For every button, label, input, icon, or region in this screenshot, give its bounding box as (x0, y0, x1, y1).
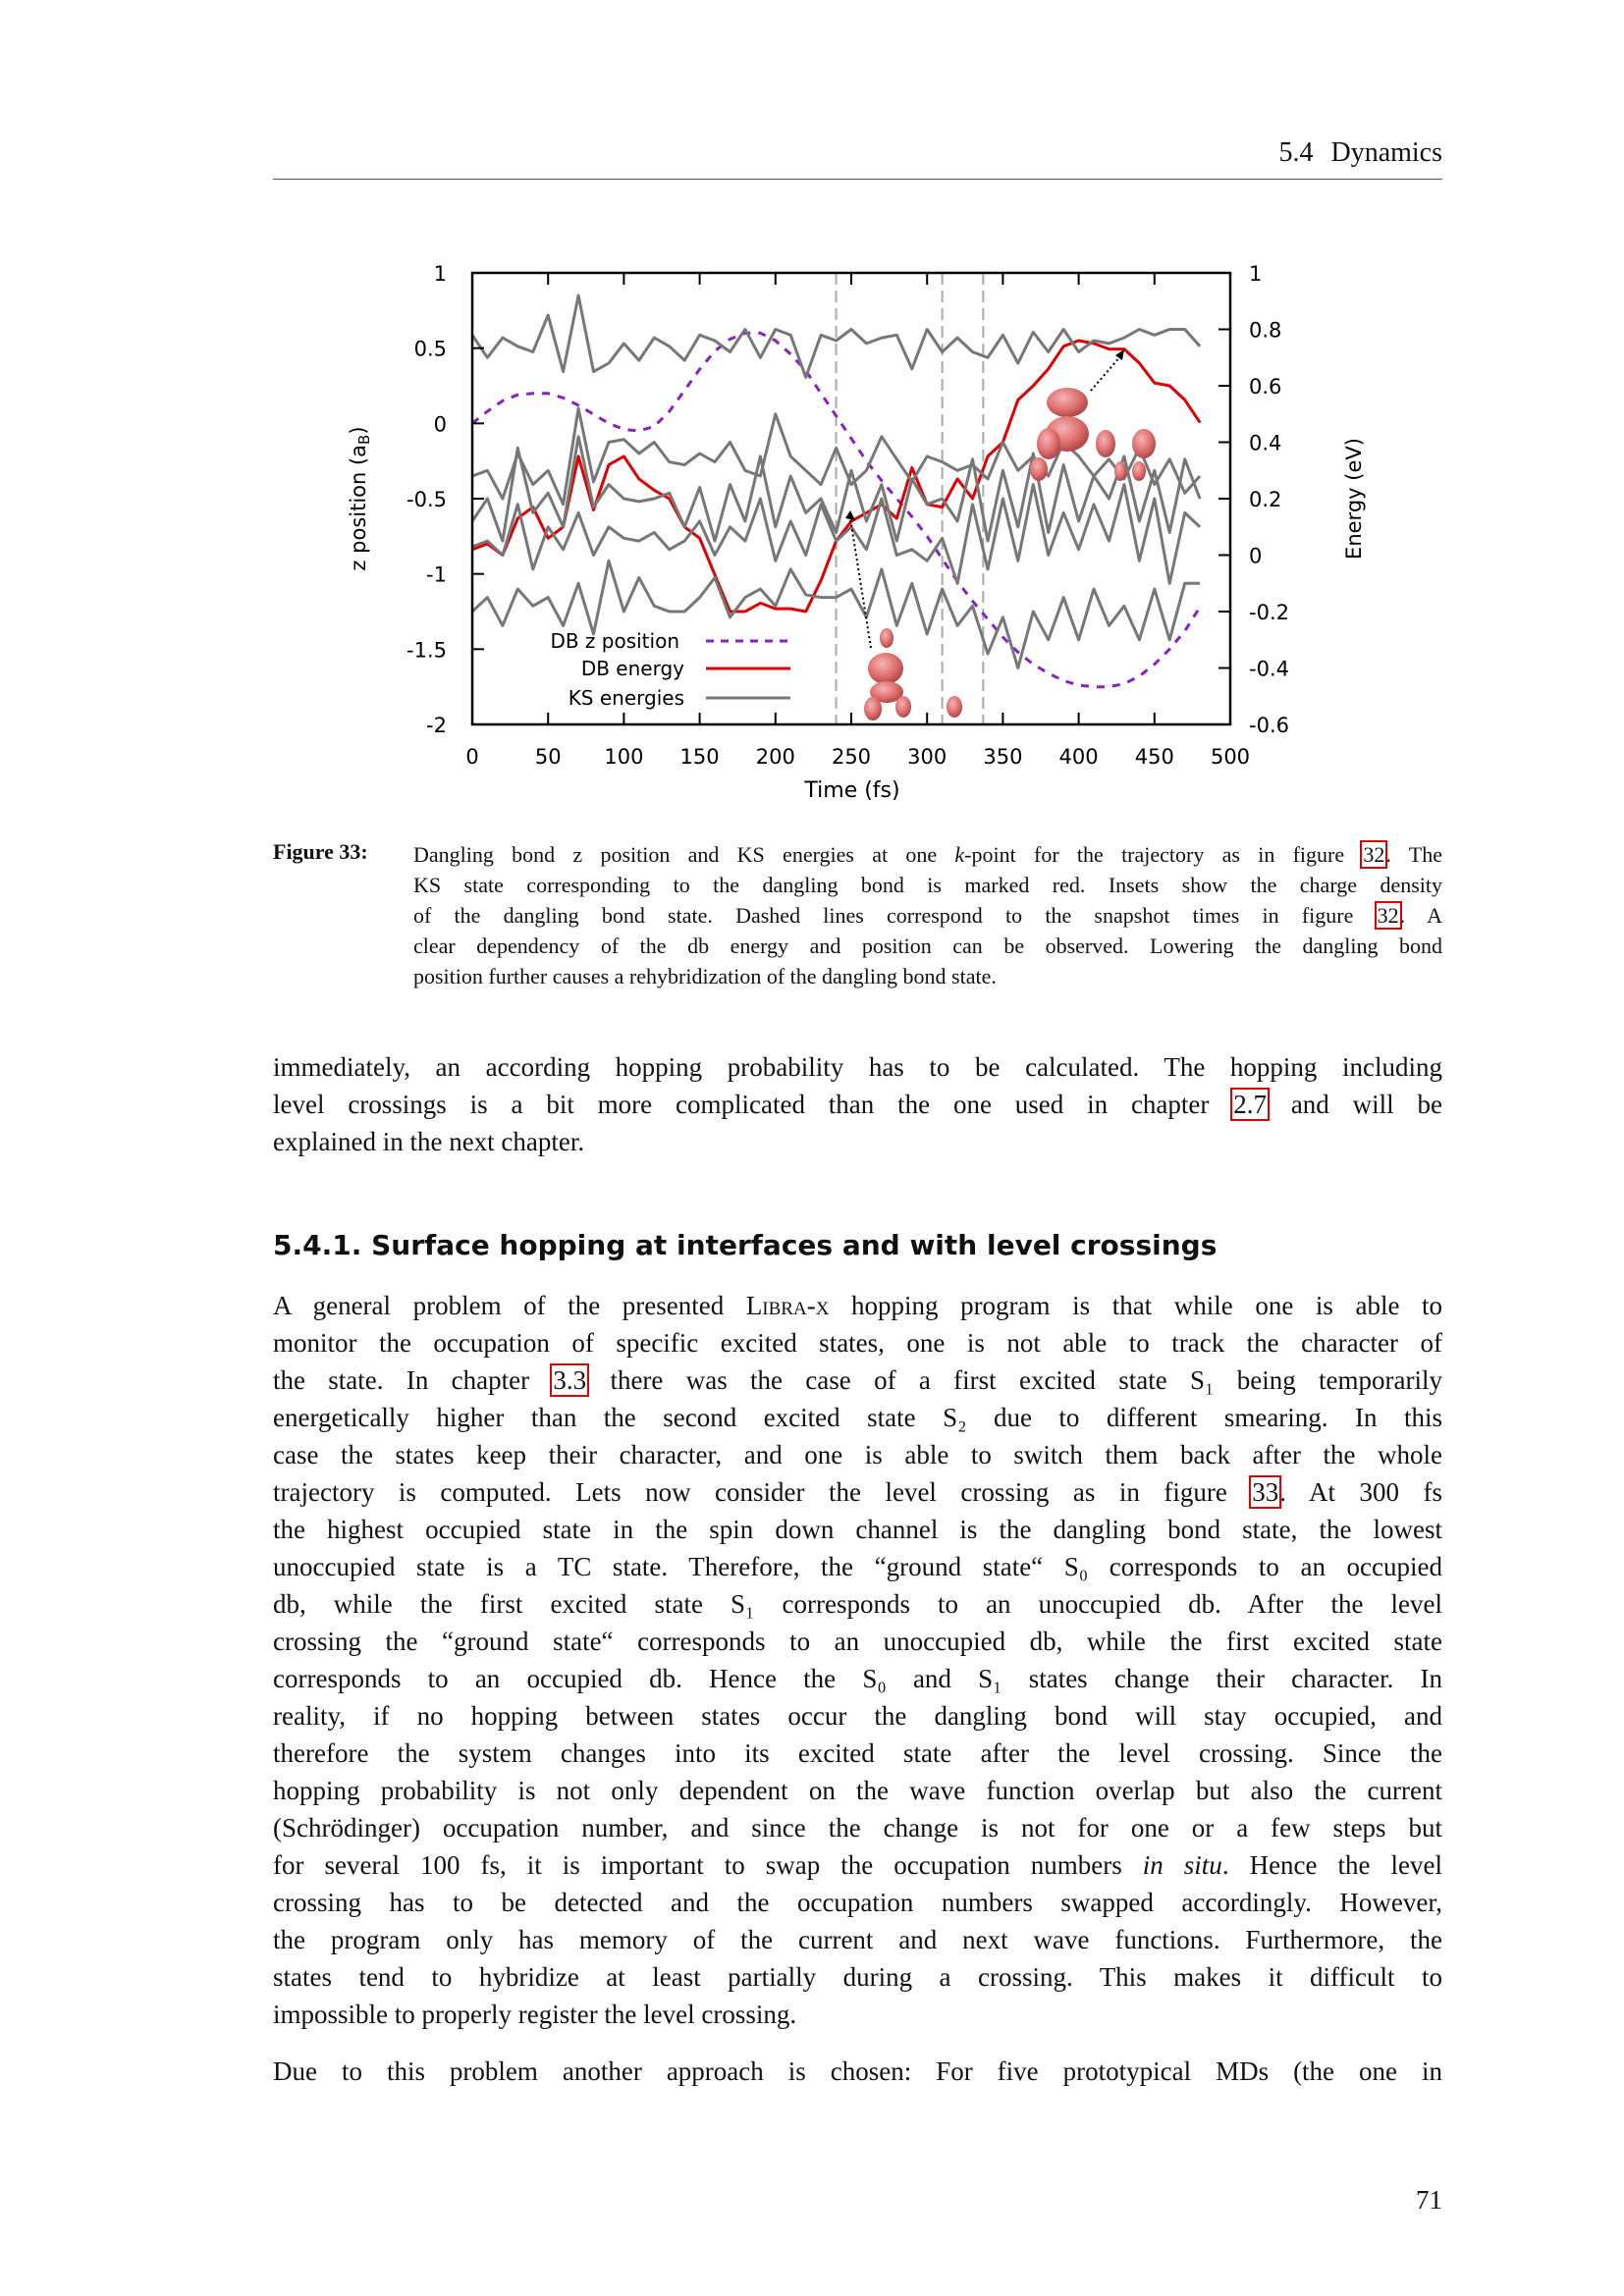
y-right-tick-label: 0.6 (1249, 375, 1282, 399)
text-line (273, 1809, 1442, 1846)
y-right-tick-label: -0.2 (1249, 601, 1289, 624)
program-name: Libra-x (745, 1291, 830, 1320)
text-run: crossing the “ground state“ corresponds to an unoccupied db, while the first excited state (273, 1627, 1442, 1656)
legend-label-db-z: DB z position (550, 629, 679, 653)
paragraph (273, 1048, 1442, 1160)
text-line (273, 1511, 1442, 1548)
text-line (273, 1735, 1442, 1772)
text-run: of the dangling bond state. Dashed lines correspond to the snapshot times in figure (413, 903, 1377, 928)
text-run: the state. In chapter (273, 1365, 553, 1395)
text-line (413, 900, 1442, 931)
text-run: trajectory is computed. Lets now consider the level crossing as in figure (273, 1477, 1252, 1507)
text-line (273, 1324, 1442, 1362)
text-line (273, 1123, 1442, 1160)
text-run: crossing has to be detected and the occupation numbers swapped accordingly. However, (273, 1888, 1442, 1917)
text-line (273, 1996, 1442, 2033)
x-axis-label: Time (fs) (804, 778, 900, 803)
y-left-axis-label: z position (aB) (347, 426, 373, 571)
x-tick-label: 450 (1134, 745, 1174, 769)
text-run: explained in the next chapter. (273, 1127, 585, 1156)
text-run: . A (1399, 903, 1442, 928)
cross-reference-link[interactable]: 32 (1363, 842, 1385, 867)
text-run: Due to this problem another approach is chosen: For five prototypical MDs (the one in (273, 2056, 1442, 2086)
text-run: hopping program is that while one is able to (829, 1291, 1443, 1320)
text-line (273, 1697, 1442, 1735)
text-line (413, 870, 1442, 900)
cross-reference-link[interactable]: 32 (1377, 903, 1399, 928)
text-line (273, 1436, 1442, 1473)
y-right-axis-label: Energy (eV) (1342, 438, 1366, 560)
y-right-tick-label: 1 (1249, 262, 1263, 286)
x-tick-label: 50 (534, 745, 562, 769)
text-run: (Schrödinger) occupation number, and since the change is not for one or a few steps but (273, 1813, 1442, 1842)
x-tick-label: 200 (755, 745, 795, 769)
legend (550, 629, 790, 710)
arrow-to-250fs (850, 518, 871, 648)
y-left-tick-label: -1.5 (406, 638, 447, 663)
text-run: . The (1385, 842, 1442, 867)
figure-caption (413, 839, 1442, 991)
text-line (273, 1362, 1442, 1399)
x-tick-label: 300 (907, 745, 947, 769)
x-tick-label: 500 (1210, 745, 1251, 769)
text-line (273, 1772, 1442, 1809)
x-tick-label: 150 (679, 745, 720, 769)
text-run: monitor the occupation of specific excited states, one is not able to track the character of (273, 1328, 1442, 1358)
y-right-tick-label: 0 (1249, 544, 1263, 568)
text-line (273, 2053, 1442, 2090)
text-run: level crossings is a bit more complicated than the one used in chapter (273, 1090, 1233, 1119)
paragraph (273, 1287, 1442, 2033)
cross-reference-link[interactable]: 3.3 (553, 1365, 587, 1395)
x-tick-label: 250 (831, 745, 872, 769)
cross-reference-link[interactable]: 33 (1252, 1477, 1279, 1507)
text-run: and will be (1267, 1090, 1442, 1119)
charge-density-inset-1 (864, 628, 962, 721)
text-line (273, 1958, 1442, 1996)
x-tick-label: 0 (465, 745, 479, 769)
text-run: states tend to hybridize at least partially during a crossing. This makes it difficult to (273, 1962, 1442, 1992)
text-line (273, 1623, 1442, 1660)
text-run: -point for the trajectory as in figure (964, 842, 1363, 867)
text-line (413, 961, 1442, 991)
text-run: KS state corresponding to the dangling bond is marked red. Insets show the charge density (413, 873, 1442, 897)
y-left-tick-label: 0.5 (413, 337, 447, 361)
x-tick-label: 350 (983, 745, 1023, 769)
cross-reference-link[interactable]: 2.7 (1233, 1090, 1267, 1119)
text-run: db, while the first excited state S₁ corresponds to an unoccupied db. After the level (273, 1589, 1442, 1619)
x-tick-label: 400 (1058, 745, 1099, 769)
text-line (273, 1399, 1442, 1436)
text-line (273, 1585, 1442, 1623)
text-run: reality, if no hopping between states occur the dangling bond will stay occupied, and (273, 1701, 1442, 1731)
section-title: Dynamics (1330, 137, 1442, 168)
page-number: 71 (1416, 2185, 1442, 2215)
text-run: . Hence the level (1221, 1850, 1443, 1880)
y-left-tick-label: 0 (433, 412, 447, 437)
text-run: clear dependency of the db energy and position can be observed. Lowering the dangling bond (413, 934, 1442, 958)
text-line (273, 1548, 1442, 1585)
text-line (273, 1846, 1442, 1884)
text-run: energetically higher than the second excited state S₂ due to different smearing. In this (273, 1403, 1442, 1432)
arrowhead-icon (845, 510, 855, 520)
text-line (273, 1884, 1442, 1921)
text-run: hopping probability is not only dependent on the wave function overlap but also the current (273, 1776, 1442, 1805)
arrowhead-icon (1115, 349, 1124, 360)
paragraph (273, 2053, 1442, 2090)
italic-text: k (954, 842, 965, 867)
y-right-tick-label: -0.4 (1249, 657, 1289, 681)
section-number: 5.4 (1278, 137, 1314, 168)
y-left-tick-label: -1 (426, 562, 447, 587)
text-run: position further causes a rehybridization of the dangling bond state. (413, 964, 997, 988)
legend-label-ks: KS energies (568, 686, 684, 710)
text-run: the highest occupied state in the spin down channel is the dangling bond state, the lowest (273, 1515, 1442, 1544)
figure-chart (0, 0, 1624, 825)
figure-label: Figure 33: (273, 839, 368, 864)
text-run: . At 300 fs (1279, 1477, 1442, 1507)
legend-label-db-energy: DB energy (580, 657, 684, 680)
y-left-tick-label: 1 (433, 262, 447, 286)
y-right-tick-label: 0.2 (1249, 488, 1282, 511)
text-line (413, 839, 1442, 870)
text-line (273, 1086, 1442, 1123)
text-run: immediately, an according hopping probability has to be calculated. The hopping including (273, 1052, 1442, 1082)
text-line (413, 931, 1442, 961)
y-left-tick-label: -0.5 (406, 488, 447, 511)
y-right-tick-label: 0.4 (1249, 431, 1282, 455)
text-run: corresponds to an occupied db. Hence the S₀ and S₁ states change their character. In (273, 1664, 1442, 1693)
text-line (273, 1048, 1442, 1086)
text-line (273, 1660, 1442, 1697)
text-line (273, 1287, 1442, 1324)
text-run: impossible to properly register the level crossing. (273, 2000, 797, 2029)
text-run: unoccupied state is a TC state. Therefore, the “ground state“ S₀ corresponds to an occupied (273, 1552, 1442, 1581)
section-heading: 5.4.1. Surface hopping at interfaces and with level crossings (273, 1229, 1218, 1261)
text-run: case the states keep their character, and one is able to switch them back after the whole (273, 1440, 1442, 1469)
text-run: the program only has memory of the current and next wave functions. Furthermore, the (273, 1925, 1442, 1954)
arrow-to-430fs (1091, 355, 1121, 391)
text-run: A general problem of the presented (273, 1291, 746, 1320)
text-run: for several 100 fs, it is important to swap the occupation numbers (273, 1850, 1143, 1880)
text-run: Dangling bond z position and KS energies at one (413, 842, 955, 867)
y-right-tick-label: -0.6 (1249, 714, 1289, 737)
text-line (273, 1921, 1442, 1958)
text-run: there was the case of a first excited state S₁ being temporarily (587, 1365, 1442, 1395)
text-line (273, 1473, 1442, 1511)
x-tick-label: 100 (604, 745, 644, 769)
italic-text: in situ (1142, 1850, 1222, 1880)
y-right-tick-label: 0.8 (1249, 318, 1282, 343)
y-left-tick-label: -2 (426, 714, 447, 737)
charge-density-inset-2 (1030, 388, 1156, 481)
text-run: therefore the system changes into its excited state after the level crossing. Since the (273, 1738, 1442, 1768)
